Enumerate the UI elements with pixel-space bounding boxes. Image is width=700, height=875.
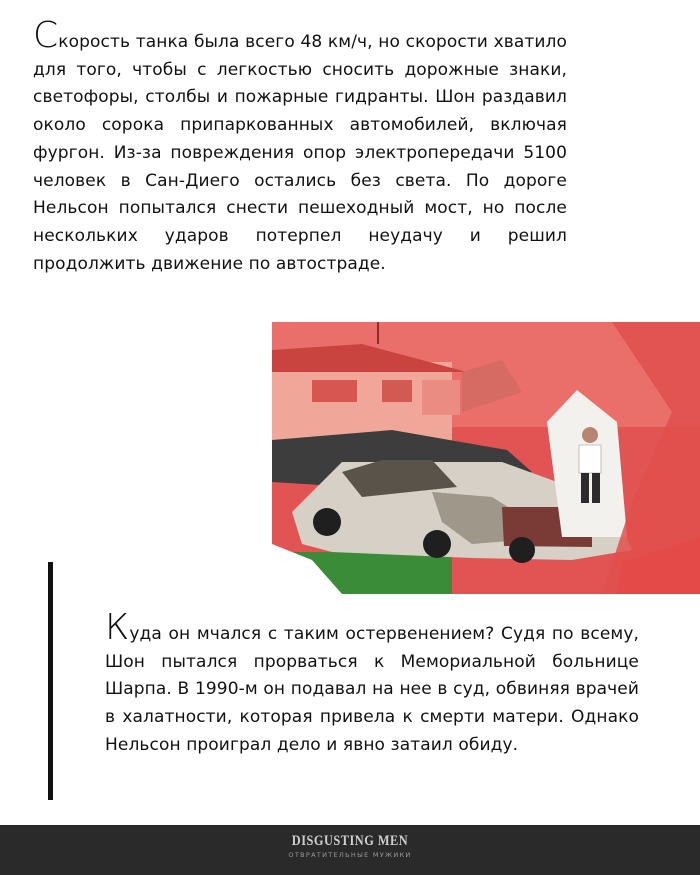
dropcap-2: К	[105, 607, 130, 648]
paragraph-2	[105, 607, 639, 760]
brand-subtitle: ОТВРАТИТЕЛЬНЫЕ МУЖИКИ	[288, 851, 412, 859]
accent-bar	[48, 562, 53, 800]
paragraph-1	[33, 15, 567, 278]
paragraph-1-text: корость танка была всего 48 км/ч, но скорости хватило для того, чтобы с легкостью сносить дорожные знаки, светофоры, столбы и пожарные гидранты. Шон раздавил около сорока припаркованных автомобилей, включая фургон. Из-за повреждения опор электропередачи 5100 человек в Сан-Диего остались без света. По дороге Нельсон попытался снести пешеходный мост, но после нескольких ударов потерпел неудачу и решил продолжить движение по автостраде.	[33, 32, 567, 274]
dropcap-1: С	[33, 15, 59, 56]
paragraph-2-text: уда он мчался с таким остервенением? Судя по всему, Шон пытался прорваться к Мемориальной больнице Шарпа. В 1990-м он подавал на нее в суд, обвиняя врачей в халатности, которая привела к смерти матери. Однако Нельсон проиграл дело и явно затаил обиду.	[105, 624, 639, 755]
crushed-car-photo	[272, 322, 700, 594]
brand-logo: DISGUSTING MEN	[291, 833, 409, 849]
footer	[0, 825, 700, 875]
